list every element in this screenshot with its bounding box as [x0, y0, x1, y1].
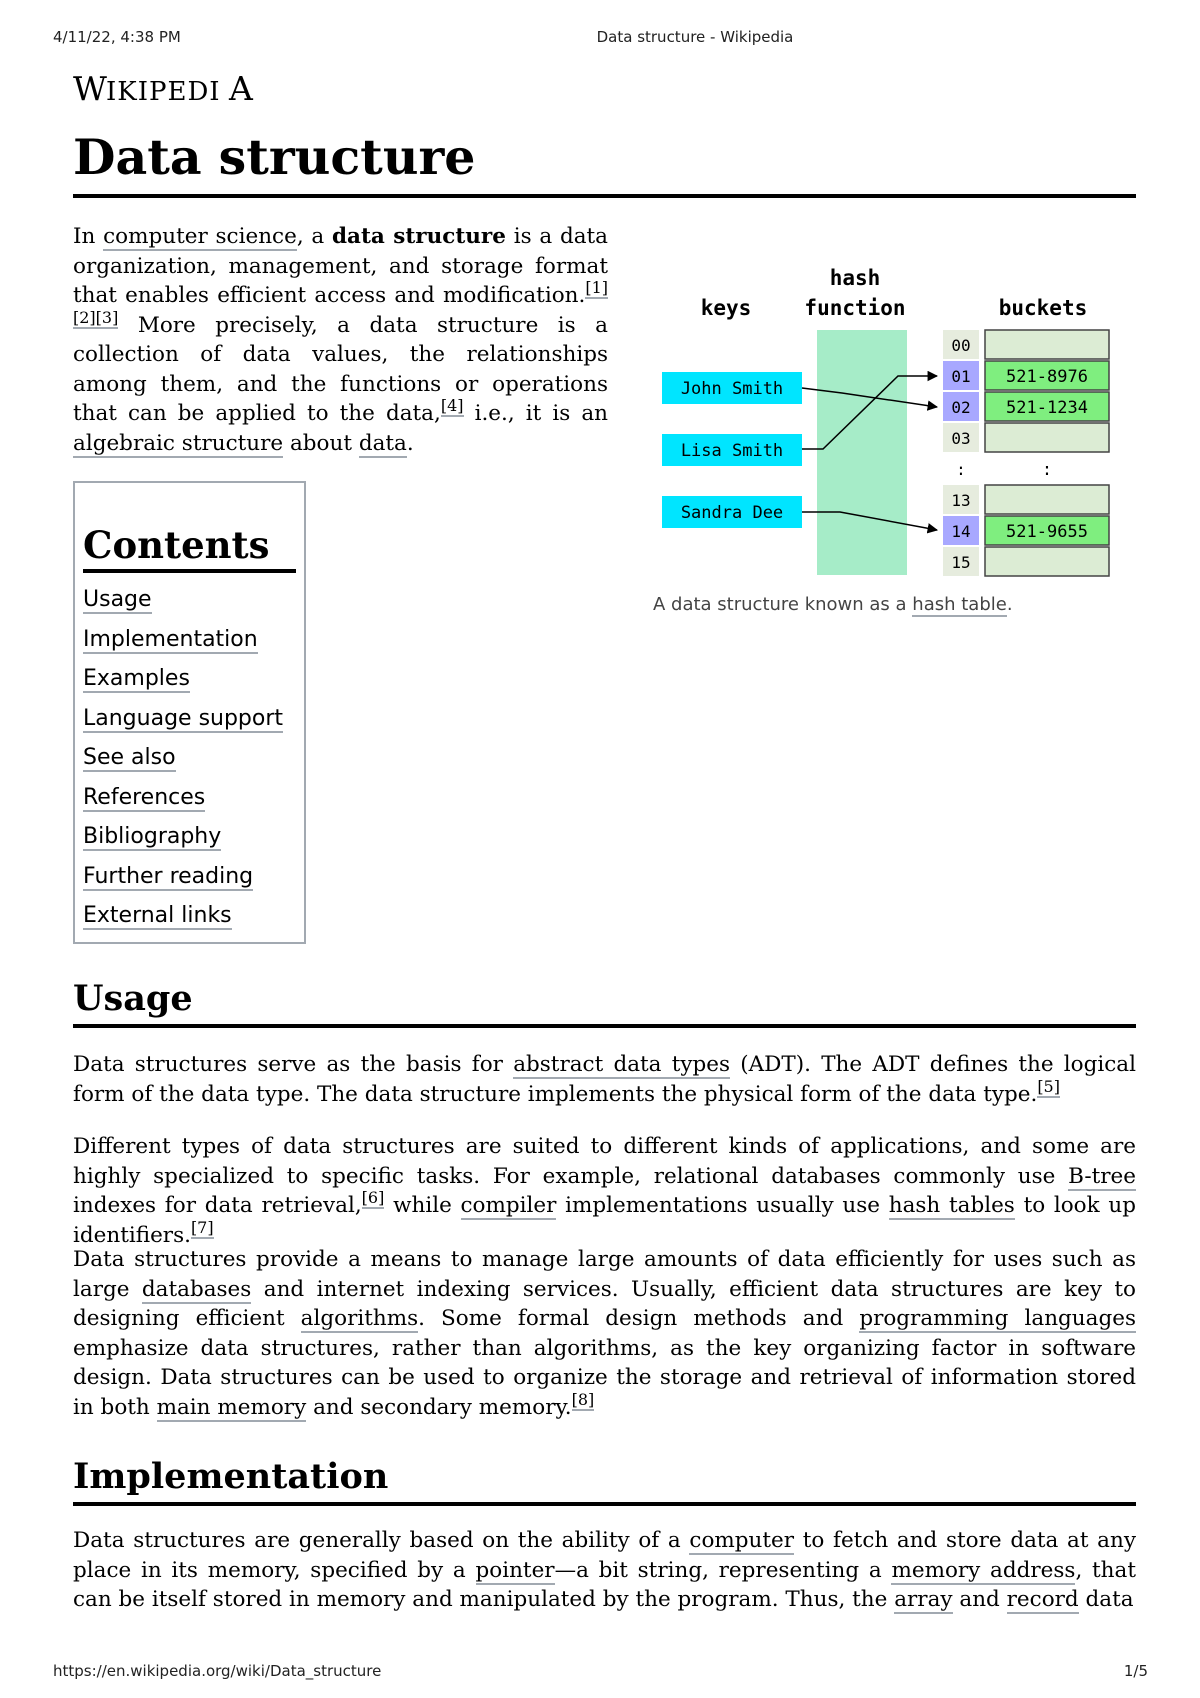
header-function: function: [804, 296, 906, 320]
link-compiler[interactable]: compiler: [460, 1193, 557, 1218]
implementation-paragraph-1: Data structures are generally based on the ability of a computer to fetch and store data at any place in its memory, specified by a pointer—a bit string, representing a memory address, that can be itself stored in memory and manipulated by the program. Thus, the array and record data: [73, 1528, 1136, 1612]
bucket-value: 521-9655: [1006, 522, 1088, 542]
link-b-tree[interactable]: B-tree: [1068, 1163, 1136, 1189]
bucket-value: 521-8976: [1006, 367, 1088, 387]
link-memory-address[interactable]: memory address: [891, 1557, 1076, 1583]
link-databases[interactable]: databases: [141, 1276, 252, 1302]
print-page-number: 1/5: [1123, 1662, 1148, 1680]
lead-paragraph: In computer science, a data structure is a data organization, management, and storage format that enables efficient access and modification.[1][2][3] More precisely, a data structure is a collection of data values, the relationships among them, and the functions or operations that can be applied to the data,[4] i.e., it is an algebraic structure about data.: [73, 224, 609, 456]
link-hash-table[interactable]: hash table: [912, 594, 1007, 615]
key-label: Lisa Smith: [680, 441, 784, 461]
link-computer-science[interactable]: computer science: [103, 224, 297, 249]
implementation-divider: [73, 1502, 1136, 1506]
bucket-cell: [985, 547, 1109, 576]
bucket-cell: [985, 485, 1109, 514]
svg-text:W: W: [73, 69, 108, 108]
index-label: 14: [951, 522, 971, 541]
link-algorithms[interactable]: algorithms: [300, 1306, 419, 1331]
usage-paragraph-1: Data structures serve as the basis for abstract data types (ADT). The ADT defines the logical form of the data type. The data structure implements the physical form of the data type.[5]: [73, 1052, 1136, 1107]
ref-link[interactable]: [8]: [571, 1389, 595, 1409]
bucket-cell: [985, 423, 1109, 452]
usage-paragraph-3: Data structures provide a means to manage large amounts of data efficiently for uses such as large databases and internet indexing services. Usually, efficient data structures are key to designing efficient algorithms. Some formal design methods and programming languages emphasize data structures, rather than algorithms, as the key organizing factor in software design. Data structures can be used to organize the storage and retrieval of information stored in both main memory and secondary memory.[8]: [73, 1247, 1137, 1420]
wikipedia-logo[interactable]: [73, 68, 263, 117]
ref-link[interactable]: [6]: [361, 1188, 385, 1207]
ref-link[interactable]: [7]: [190, 1217, 214, 1237]
toc-item-bibliography[interactable]: Bibliography: [83, 824, 222, 849]
ref-link[interactable]: [4]: [440, 396, 464, 415]
link-algebraic-structure[interactable]: algebraic structure: [73, 430, 284, 456]
hash-function-band: [817, 330, 907, 575]
toc-list: [83, 587, 283, 943]
toc-item-external-links[interactable]: External links: [83, 903, 232, 928]
wikipedia-wordmark: [73, 68, 263, 108]
ref-link[interactable]: [2]: [73, 307, 96, 327]
toc-item-further-reading[interactable]: Further reading: [83, 863, 254, 889]
toc-item-examples[interactable]: Examples: [83, 666, 190, 691]
key-label: Sandra Dee: [680, 503, 784, 523]
print-date: 4/11/22, 4:38 PM: [53, 28, 181, 46]
toc-divider: [83, 569, 296, 573]
page-title: Data structure: [73, 128, 476, 186]
toc-item-references[interactable]: References: [83, 784, 206, 810]
toc-title: Contents: [83, 523, 270, 567]
index-label: 00: [951, 336, 971, 355]
table-of-contents: [73, 481, 306, 944]
section-heading-usage: Usage: [73, 978, 193, 1019]
index-label: 15: [951, 553, 971, 572]
link-array[interactable]: array: [894, 1587, 953, 1612]
hash-table-figure[interactable]: [640, 255, 1140, 625]
index-label: 02: [951, 398, 971, 417]
hash-table-diagram: [640, 255, 1140, 585]
usage-paragraph-2: Different types of data structures are suited to different kinds of applications, and some are highly specialized to specific tasks. For example, relational databases commonly use B-tree indexes for data retrieval,[6] while compiler implementations usually use hash tables to look up identifiers.[7]: [73, 1134, 1136, 1248]
index-label: 13: [951, 491, 971, 510]
lead-term: data structure: [332, 224, 506, 249]
link-abstract-data-types[interactable]: abstract data types: [513, 1052, 731, 1077]
toc-item-language-support[interactable]: Language support: [83, 705, 284, 731]
title-divider: [73, 194, 1136, 198]
usage-divider: [73, 1024, 1136, 1028]
bucket-cell: [985, 330, 1109, 359]
toc-item-see-also[interactable]: See also: [83, 745, 176, 770]
link-hash-tables[interactable]: hash tables: [888, 1193, 1015, 1218]
link-computer[interactable]: computer: [689, 1528, 795, 1553]
link-main-memory[interactable]: main memory: [156, 1394, 307, 1420]
index-label: 01: [951, 367, 971, 386]
link-pointer[interactable]: pointer: [475, 1557, 555, 1583]
print-page-title: Data structure - Wikipedia: [596, 28, 794, 46]
index-label: :: [956, 460, 966, 479]
bucket-value: :: [1041, 460, 1053, 480]
bucket-value: 521-1234: [1006, 398, 1088, 418]
index-label: 03: [951, 429, 971, 448]
ref-link[interactable]: [3]: [95, 307, 119, 327]
ref-link[interactable]: [1]: [585, 278, 608, 297]
link-programming-languages[interactable]: programming languages: [859, 1306, 1136, 1331]
link-data[interactable]: data: [358, 430, 407, 456]
key-label: John Smith: [680, 379, 784, 399]
print-url: https://en.wikipedia.org/wiki/Data_structure: [53, 1662, 382, 1680]
svg-text:A: A: [229, 69, 254, 108]
toc-item-usage[interactable]: Usage: [83, 587, 152, 612]
svg-text:IKIPEDI: IKIPEDI: [106, 77, 221, 107]
link-record[interactable]: record: [1006, 1587, 1079, 1612]
toc-item-implementation[interactable]: Implementation: [83, 626, 258, 652]
figure-caption: A data structure known as a hash table.: [653, 594, 1013, 615]
ref-link[interactable]: [5]: [1037, 1076, 1060, 1096]
header-keys: keys: [700, 296, 752, 320]
header-buckets: buckets: [998, 296, 1088, 320]
section-heading-implementation: Implementation: [73, 1456, 389, 1497]
header-hash: hash: [829, 266, 881, 290]
